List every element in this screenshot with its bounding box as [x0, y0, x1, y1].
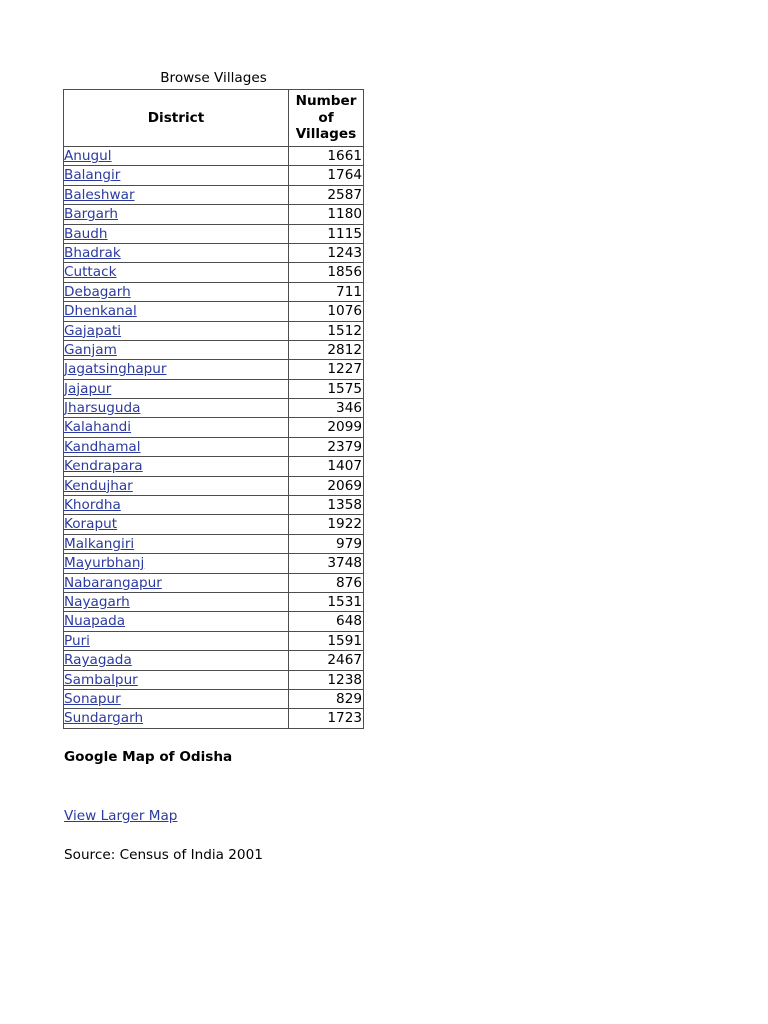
- village-count: 1531: [289, 593, 364, 612]
- district-cell: [64, 147, 289, 166]
- district-cell: [64, 477, 289, 496]
- village-count: 2467: [289, 651, 364, 670]
- view-larger-map-link[interactable]: View Larger Map: [64, 808, 178, 824]
- district-link[interactable]: Kalahandi: [64, 419, 132, 436]
- village-count: 2812: [289, 341, 364, 360]
- village-count: 1591: [289, 632, 364, 651]
- village-count: 1922: [289, 515, 364, 534]
- village-count: 1227: [289, 360, 364, 379]
- district-cell: [64, 341, 289, 360]
- district-cell: [64, 283, 289, 302]
- district-link[interactable]: Gajapati: [64, 322, 122, 339]
- district-cell: [64, 515, 289, 534]
- village-count: 711: [289, 283, 364, 302]
- district-cell: [64, 651, 289, 670]
- district-cell: [64, 380, 289, 399]
- village-count: 1856: [289, 263, 364, 282]
- district-cell: [64, 671, 289, 690]
- district-cell: [64, 186, 289, 205]
- district-cell: [64, 574, 289, 593]
- district-cell: [64, 360, 289, 379]
- village-count: 1723: [289, 709, 364, 728]
- village-count: 3748: [289, 554, 364, 573]
- district-cell: [64, 612, 289, 631]
- district-link[interactable]: Sambalpur: [64, 671, 138, 688]
- district-cell: [64, 322, 289, 341]
- district-cell: [64, 535, 289, 554]
- village-count: 346: [289, 399, 364, 418]
- village-count: 1115: [289, 225, 364, 244]
- district-cell: [64, 457, 289, 476]
- table-caption: Browse Villages: [160, 70, 267, 86]
- district-cell: [64, 496, 289, 515]
- village-count: 979: [289, 535, 364, 554]
- district-link[interactable]: Sundargarh: [64, 710, 144, 727]
- villages-table: [63, 89, 364, 729]
- district-link[interactable]: Jagatsinghapur: [64, 361, 167, 378]
- district-cell: [64, 263, 289, 282]
- village-count: 1238: [289, 671, 364, 690]
- map-heading: Google Map of Odisha: [64, 749, 233, 765]
- district-link[interactable]: Ganjam: [64, 341, 117, 358]
- district-link[interactable]: Puri: [64, 632, 90, 649]
- village-count: 648: [289, 612, 364, 631]
- district-link[interactable]: Nabarangapur: [64, 574, 162, 591]
- village-count: 1358: [289, 496, 364, 515]
- district-link[interactable]: Kendrapara: [64, 458, 143, 475]
- district-cell: [64, 632, 289, 651]
- header-number-of-villages: Number of Villages: [289, 90, 364, 147]
- district-cell: [64, 554, 289, 573]
- village-count: 1243: [289, 244, 364, 263]
- district-link[interactable]: Bhadrak: [64, 244, 121, 261]
- district-cell: [64, 302, 289, 321]
- district-link[interactable]: Mayurbhanj: [64, 555, 145, 572]
- district-cell: [64, 244, 289, 263]
- village-count: 1764: [289, 166, 364, 185]
- district-link[interactable]: Khordha: [64, 497, 121, 514]
- district-link[interactable]: Sonapur: [64, 690, 121, 707]
- village-count: 1575: [289, 380, 364, 399]
- district-cell: [64, 690, 289, 709]
- district-cell: [64, 166, 289, 185]
- village-count: 1180: [289, 205, 364, 224]
- district-link[interactable]: Debagarh: [64, 283, 131, 300]
- district-cell: [64, 205, 289, 224]
- village-count: 2379: [289, 438, 364, 457]
- district-link[interactable]: Rayagada: [64, 652, 132, 669]
- district-cell: [64, 225, 289, 244]
- district-link[interactable]: Cuttack: [64, 264, 117, 281]
- village-count: 829: [289, 690, 364, 709]
- district-link[interactable]: Kandhamal: [64, 438, 141, 455]
- village-count: 2069: [289, 477, 364, 496]
- district-link[interactable]: Baleshwar: [64, 186, 135, 203]
- district-link[interactable]: Nuapada: [64, 613, 126, 630]
- district-link[interactable]: Koraput: [64, 516, 118, 533]
- village-count: 1076: [289, 302, 364, 321]
- district-link[interactable]: Jajapur: [64, 380, 112, 397]
- district-link[interactable]: Dhenkanal: [64, 303, 137, 320]
- village-count: 1407: [289, 457, 364, 476]
- village-count: 2099: [289, 418, 364, 437]
- district-link[interactable]: Anugul: [64, 148, 112, 164]
- district-link[interactable]: Balangir: [64, 167, 121, 184]
- district-cell: [64, 438, 289, 457]
- village-count: 1661: [289, 147, 364, 166]
- district-link[interactable]: Jharsuguda: [64, 400, 141, 417]
- district-link[interactable]: Baudh: [64, 225, 108, 242]
- district-link[interactable]: Nayagarh: [64, 593, 130, 610]
- district-cell: [64, 593, 289, 612]
- village-count: 1512: [289, 322, 364, 341]
- district-cell: [64, 709, 289, 728]
- village-count: 876: [289, 574, 364, 593]
- district-cell: [64, 418, 289, 437]
- village-count: 2587: [289, 186, 364, 205]
- header-district: District: [64, 90, 289, 147]
- district-link[interactable]: Malkangiri: [64, 535, 135, 552]
- source-note: Source: Census of India 2001: [64, 847, 263, 863]
- district-link[interactable]: Bargarh: [64, 206, 118, 223]
- district-cell: [64, 399, 289, 418]
- district-link[interactable]: Kendujhar: [64, 477, 133, 494]
